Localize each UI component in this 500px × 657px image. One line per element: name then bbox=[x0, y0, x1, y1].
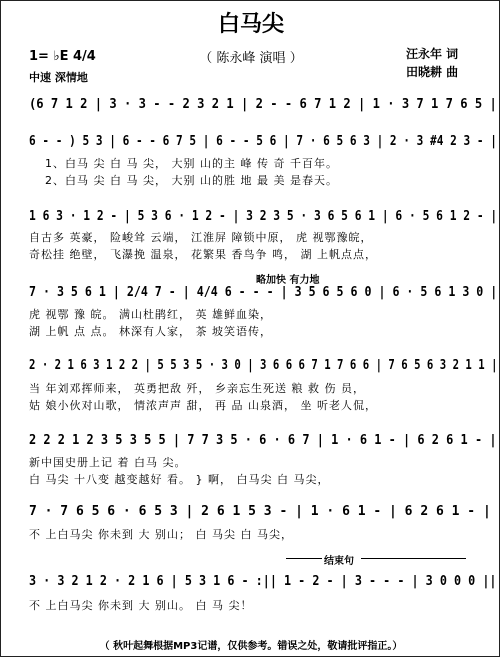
composer-credit: 田晓耕 曲 bbox=[406, 65, 459, 79]
lyric-line-7: 不 上白马尖 你未到 大 别山； 白 马尖 白 马尖， bbox=[29, 528, 293, 541]
score-line-8: 3 · 3 2 1 2 · 2 1 6 | 5 3 1 6 - :|| 1 - 2 - | 3 - - - | 3 0 0 0 || bbox=[29, 574, 497, 589]
score-line-4: 7 · 3 5 6 1 | 2/4 7 - | 4/4 6 - - - | 3 5 6 5 6 0 | 6 · 5 6 1 3 0 | bbox=[29, 285, 498, 300]
key-signature: 1= ♭E 4/4 bbox=[29, 49, 96, 64]
lyric-line-8: 不 上白马尖 你未到 大 别山。 白 马 尖！ bbox=[29, 599, 253, 612]
page-title: 白马尖 bbox=[217, 11, 284, 37]
lyric-line-4b: 湖 上帆 点 点。 林深有人家， 茶 坡笑语传， bbox=[29, 325, 272, 338]
transcriber-note: （ 秋叶起舞根据MP3记谱，仅供参考。错误之处，敬请批评指正。） bbox=[99, 641, 403, 652]
score-line-6: 2 2 2 1 2 3 5 3 5 5 | 7 7 3 5 · 6 · 6 7 | 1 · 6 1 - | 6 2 6 1 - | bbox=[29, 433, 497, 448]
coda-bracket-left bbox=[286, 558, 322, 559]
lyricist-credit: 汪永年 词 bbox=[406, 47, 459, 61]
score-line-3: 1 6 3 · 1 2 - | 5 3 6 · 1 2 - | 3 2 3 5 · 3 6 5 6 1 | 6 · 5 6 1 2 - | bbox=[29, 209, 498, 224]
coda-marking: 结束句 bbox=[324, 556, 354, 567]
lyric-line-5a: 当 年刘邓挥师来， 英勇把敌 歼， 乡亲忘生死送 粮 救 伤 员， bbox=[29, 382, 365, 395]
lyric-line-6b: 白 马尖 十八变 越变越好 看。 } 啊， 白马尖 白 马尖， bbox=[29, 473, 330, 486]
score-line-1: (6 7 1 2 | 3 · 3 - - 2 3 2 1 | 2 - - 6 7 1 2 | 1 · 3 7 1 7 6 5 | bbox=[29, 97, 497, 112]
lyric-line-6a: 新中国史册上记 着 白马 尖。 bbox=[29, 456, 187, 469]
score-line-5: 2 · 2 1 6 3 1 2 2 | 5 5 3 5 · 3 0 | 3 6 6 6 7 1 7 6 6 | 7 6 5 6 3 2 1 1 | bbox=[29, 358, 498, 373]
lyric-line-5b: 姑 娘小伙对山歌， 情浓声声 甜， 再 品 山泉酒， 坐 听老人侃， bbox=[29, 399, 377, 412]
lyric-line-3b: 奇松挂 绝壁， 飞瀑挽 温泉， 花繁果 香鸟争 鸣， 湖 上帆点点， bbox=[29, 248, 377, 261]
lyric-line-2b: 2、白马 尖 白 马 尖， 大别 山的胜 地 最 美 是春天。 bbox=[45, 174, 338, 187]
tempo-marking: 中速 深情地 bbox=[29, 71, 88, 84]
lyric-line-2a: 1、白马 尖 白 马 尖， 大别 山的主 峰 传 奇 千百年。 bbox=[45, 157, 338, 170]
lyric-line-4a: 虎 视鄂 豫 皖。 满山杜鹃红， 英 雄鲜血染， bbox=[29, 308, 272, 321]
lyric-line-3a: 自古多 英豪， 险峻耸 云端， 江淮屏 障锁中原， 虎 视鄂豫皖， bbox=[29, 231, 373, 244]
score-line-7: 7 · 7 6 5 6 · 6 5 3 | 2 6 1 5 3 - | 1 · 6 1 - | 6 2 6 1 - | bbox=[29, 504, 491, 519]
singer-credit: （ 陈永峰 演唱 ） bbox=[199, 51, 303, 66]
score-line-2: 6 - - ) 5 3 | 6 - - 6 7 5 | 6 - - 5 6 | 7 · 6 5 6 3 | 2 · 3 #4 2 3 - | bbox=[29, 134, 497, 149]
coda-bracket-right bbox=[361, 558, 466, 559]
tempo-change-marking: 略加快 有力地 bbox=[256, 275, 320, 286]
